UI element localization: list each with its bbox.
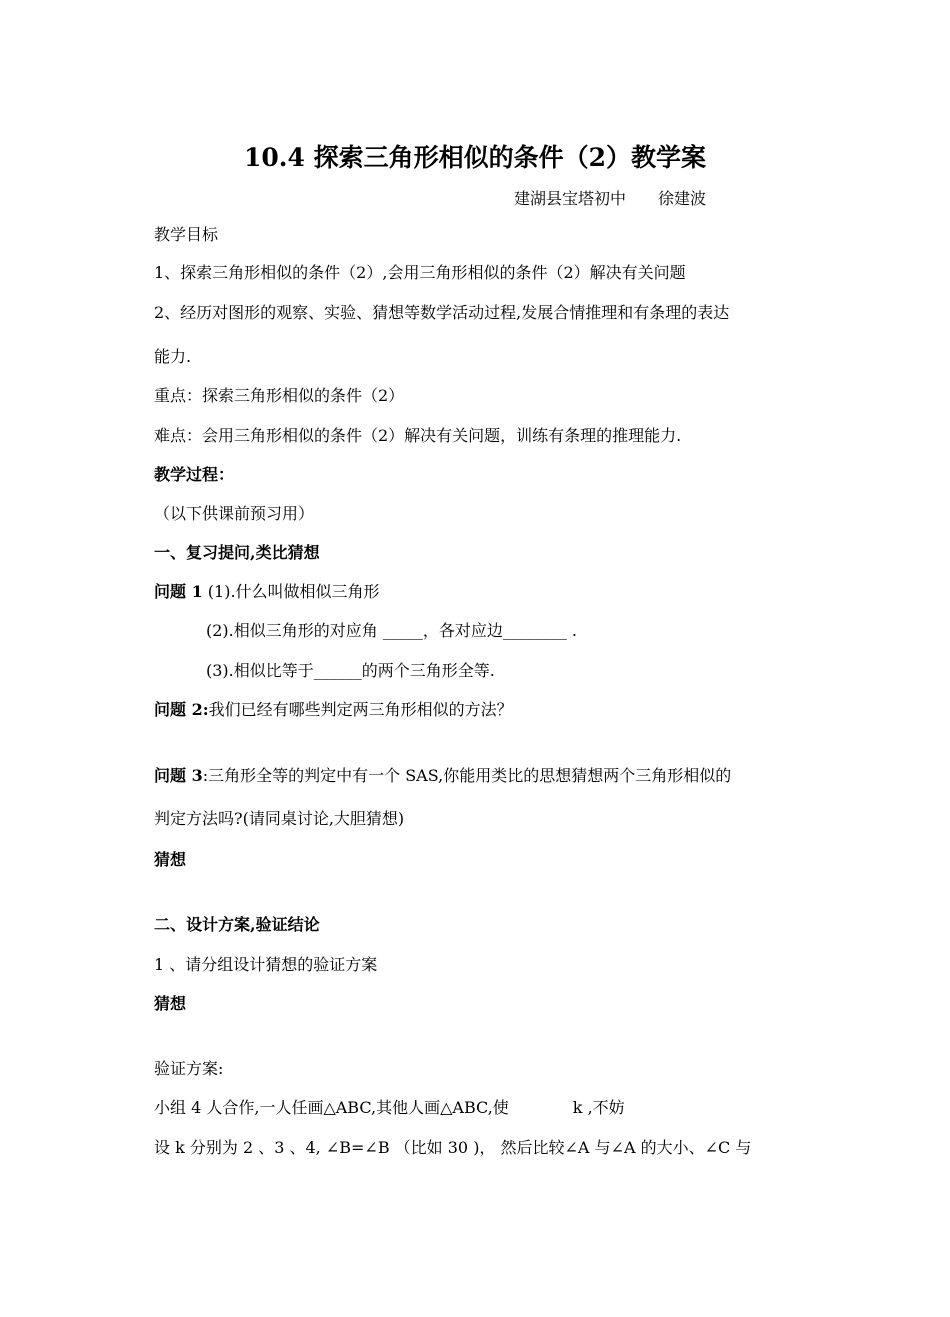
question-3-label: 问题 3 (154, 766, 203, 785)
guess-label-2: 猜想 (154, 994, 187, 1013)
objective-2-line-2: 能力. (154, 347, 192, 366)
question-2-text: 我们已经有哪些判定两三角形相似的方法？ (208, 700, 513, 719)
step-1: 1 、请分组设计猜想的验证方案 (154, 955, 378, 974)
question-1 (154, 579, 380, 602)
section-1-heading: 一、复习提问,类比猜想 (154, 543, 320, 562)
guess-label-1: 猜想 (154, 850, 187, 869)
preview-note: （以下供课前预习用） (154, 504, 315, 523)
verify-heading: 验证方案: (154, 1059, 224, 1078)
question-1-part-2: (2).相似三角形的对应角 _____，各对应边________ . (206, 621, 578, 640)
question-2-label: 问题 2: (154, 700, 209, 719)
objective-1: 1、探索三角形相似的条件（2）,会用三角形相似的条件（2）解决有关问题 (154, 263, 686, 282)
author-line: 建湖县宝塔初中 徐建波 (514, 189, 707, 208)
key-point: 重点：探索三角形相似的条件（2） (154, 386, 405, 405)
page-title: 10.4 探索三角形相似的条件（2）教学案 (244, 143, 706, 172)
difficult-point: 难点：会用三角形相似的条件（2）解决有关问题，训练有条理的推理能力. (154, 426, 682, 445)
verify-line-1: 小组 4 人合作,一人任画△ABC,其他人画△ABC,使 k ,不妨 (154, 1098, 625, 1117)
verify-line-2: 设 k 分别为 2 、3 、4, ∠B=∠B （比如 30 )， 然后比较∠A 与∠A 的大小、∠C 与 (154, 1138, 752, 1157)
section-2-heading: 二、设计方案,验证结论 (154, 915, 320, 934)
question-3-line-1 (154, 763, 731, 786)
objective-2-line-1: 2、经历对图形的观察、实验、猜想等数学活动过程,发展合情推理和有条理的表达 (154, 303, 730, 322)
question-1-part-3: (3).相似比等于______的两个三角形全等. (206, 661, 495, 680)
process-heading: 教学过程： (154, 465, 235, 484)
question-2 (154, 697, 513, 720)
question-1-text: (1).什么叫做相似三角形 (202, 582, 380, 601)
objectives-heading: 教学目标 (154, 225, 219, 244)
question-3-line-2: 判定方法吗?(请同桌讨论,大胆猜想) (154, 809, 405, 828)
question-3-text: :三角形全等的判定中有一个 SAS,你能用类比的思想猜想两个三角形相似的 (202, 766, 732, 785)
question-1-label: 问题 1 (154, 582, 203, 601)
